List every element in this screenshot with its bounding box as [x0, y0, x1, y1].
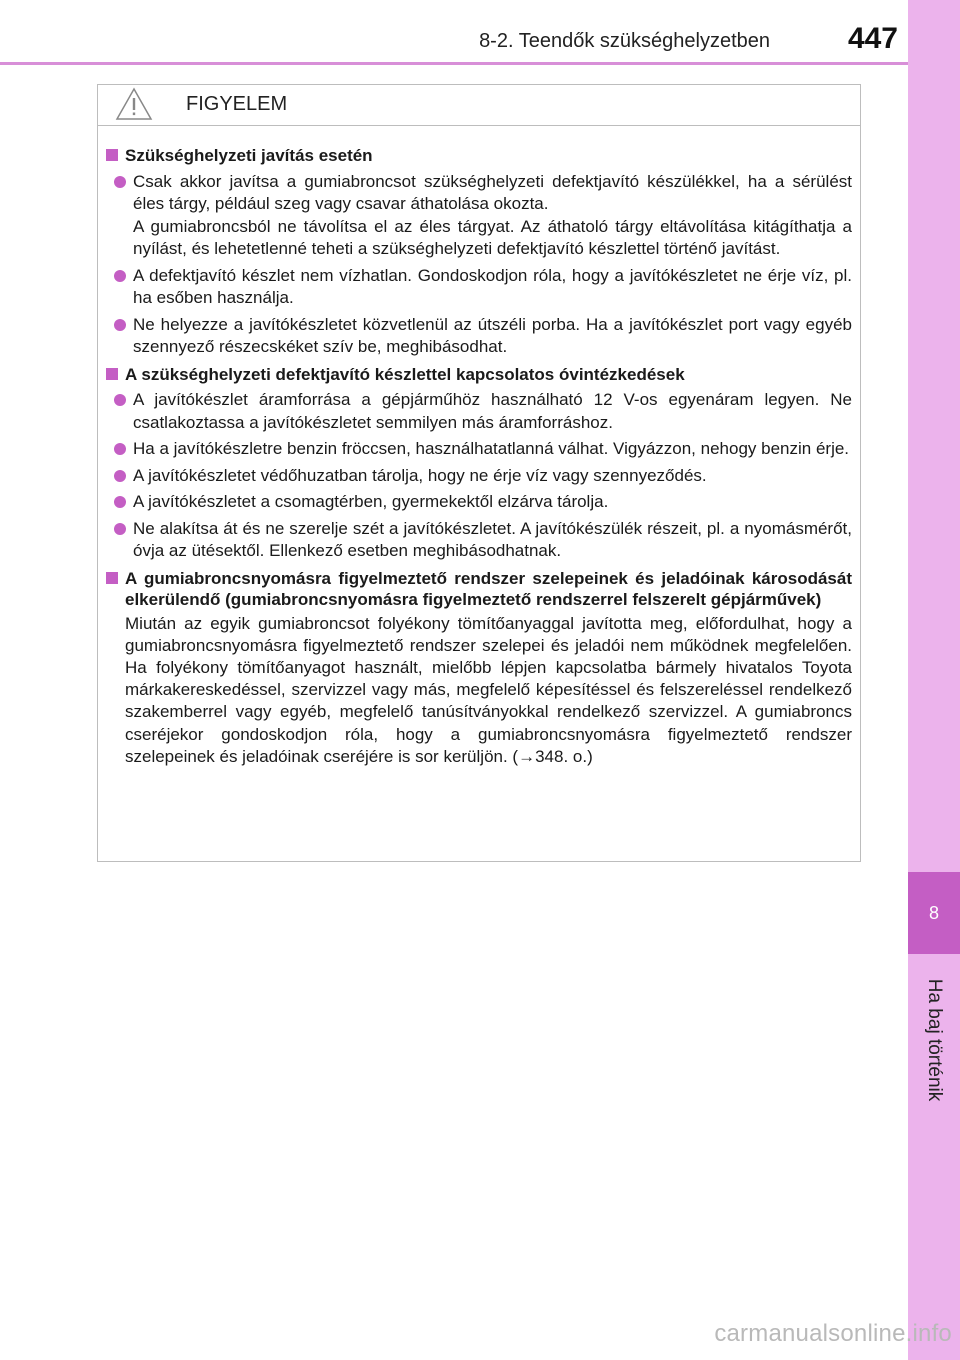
list-item: [106, 171, 852, 261]
list-item: [106, 465, 852, 488]
page-header-title: 8-2. Teendők szükséghelyzetben: [479, 30, 770, 52]
warning-triangle-icon: [115, 87, 153, 121]
dot-bullet-icon: [114, 394, 126, 406]
dot-bullet-icon: [114, 443, 126, 455]
list-item: [106, 491, 852, 514]
list-item: [106, 314, 852, 359]
list-item: [106, 438, 852, 461]
watermark-text: carmanualsonline.info: [714, 1320, 952, 1347]
square-bullet-icon: [106, 368, 118, 380]
chapter-number: 8: [928, 902, 939, 923]
dot-bullet-icon: [114, 496, 126, 508]
list-item-text: A javítókészletet védőhuzatban tárolja, hogy ne érje víz vagy szennyeződés.: [133, 465, 707, 485]
dot-bullet-icon: [114, 176, 126, 188]
warning-box: [97, 84, 861, 862]
section-heading: [106, 364, 852, 386]
chapter-label: Ha baj történik: [924, 978, 945, 1102]
chapter-number-box: [908, 872, 960, 954]
square-bullet-icon: [106, 572, 118, 584]
page-number: 447: [847, 22, 898, 55]
list-item: [106, 389, 852, 434]
section-heading-text: A gumiabroncsnyomásra figyelmeztető rendszer szelepeinek és jeladóinak károsodását elkerülendő (gumiabroncsnyomásra figyelmeztető rendszerrel felszerelt gépjárművek): [125, 568, 852, 609]
section-heading: [106, 568, 852, 611]
section-paragraph: Miután az egyik gumiabroncsot folyékony tömítőanyaggal javította meg, előfordulhat, hogy a gumiabroncsnyomásra figyelmeztető rendszer szelepei és jeladói nem működnek megfelelően. Ha folyékony tömítőanyagot használt, mielőbb lépjen kapcsolatba bármely hivatalos Toyota márkakereskedéssel, szervizzel vagy más, megfelelő képesítéssel és felszereléssel rendelkező szakemberrel vagy egyéb, megfelelő tanúsítványokkal rendelkező szervizzel. A gumiabroncs cseréjekor gondoskodjon róla, hogy a gumiabroncsnyomásra figyelmeztető rendszer szelepeinek és jeladóinak cseréjére is sor kerüljön. (→348. o.): [125, 613, 852, 766]
warning-body: [98, 126, 860, 768]
list-item-text: A javítókészletet a csomagtérben, gyermekektől elzárva tárolja.: [133, 492, 609, 511]
side-tab: [908, 0, 960, 1360]
list-item-text: Ne alakítsa át és ne szerelje szét a javítókészletet. A javítókészülék részeit, pl. a nyomásmérőt, óvja az ütésektől. Ellenkező esetben meghibásodhatnak.: [133, 518, 852, 560]
section-heading: [106, 145, 852, 167]
list-item-text: Csak akkor javítsa a gumiabroncsot szükséghelyzeti defektjavító készülékkel, ha a sérülést éles tárgy, például szeg vagy csavar áthatolása okozta. A gumiabroncsból ne távolítsa el az éles tárgyat. Az áthatoló tárgy eltávolítása kitágíthatja a nyílást, és lehetetlenné teheti a szükséghelyzeti defektjavító készlettel történő javítást.: [133, 171, 852, 258]
warning-title: FIGYELEM: [186, 93, 288, 115]
square-bullet-icon: [106, 149, 118, 161]
list-item-text: A javítókészlet áramforrása a gépjárműhöz használható 12 V-os egyenáram legyen. Ne csatlakoztassa a javítókészletet semmilyen más áramforráshoz.: [133, 390, 852, 432]
list-item: [106, 265, 852, 310]
dot-bullet-icon: [114, 319, 126, 331]
dot-bullet-icon: [114, 523, 126, 535]
list-item-text: A defektjavító készlet nem vízhatlan. Gondoskodjon róla, hogy a javítókészletet ne érje víz, pl. ha esőben használja.: [133, 265, 852, 307]
section-heading-text: A szükséghelyzeti defektjavító készlettel kapcsolatos óvintézkedések: [125, 364, 685, 384]
section-heading-text: Szükséghelyzeti javítás esetén: [125, 146, 373, 165]
dot-bullet-icon: [114, 470, 126, 482]
warning-header: [98, 85, 860, 126]
list-item: [106, 518, 852, 563]
list-item-text: Ne helyezze a javítókészletet közvetlenül az útszéli porba. Ha a javítókészlet port vagy egyéb szennyező részecskéket szív be, meghibásodhat.: [133, 314, 852, 356]
header-rule: [0, 62, 908, 65]
dot-bullet-icon: [114, 270, 126, 282]
list-item-text: Ha a javítókészletre benzin fröccsen, használhatatlanná válhat. Vigyázzon, nehogy benzin érje.: [133, 439, 850, 458]
